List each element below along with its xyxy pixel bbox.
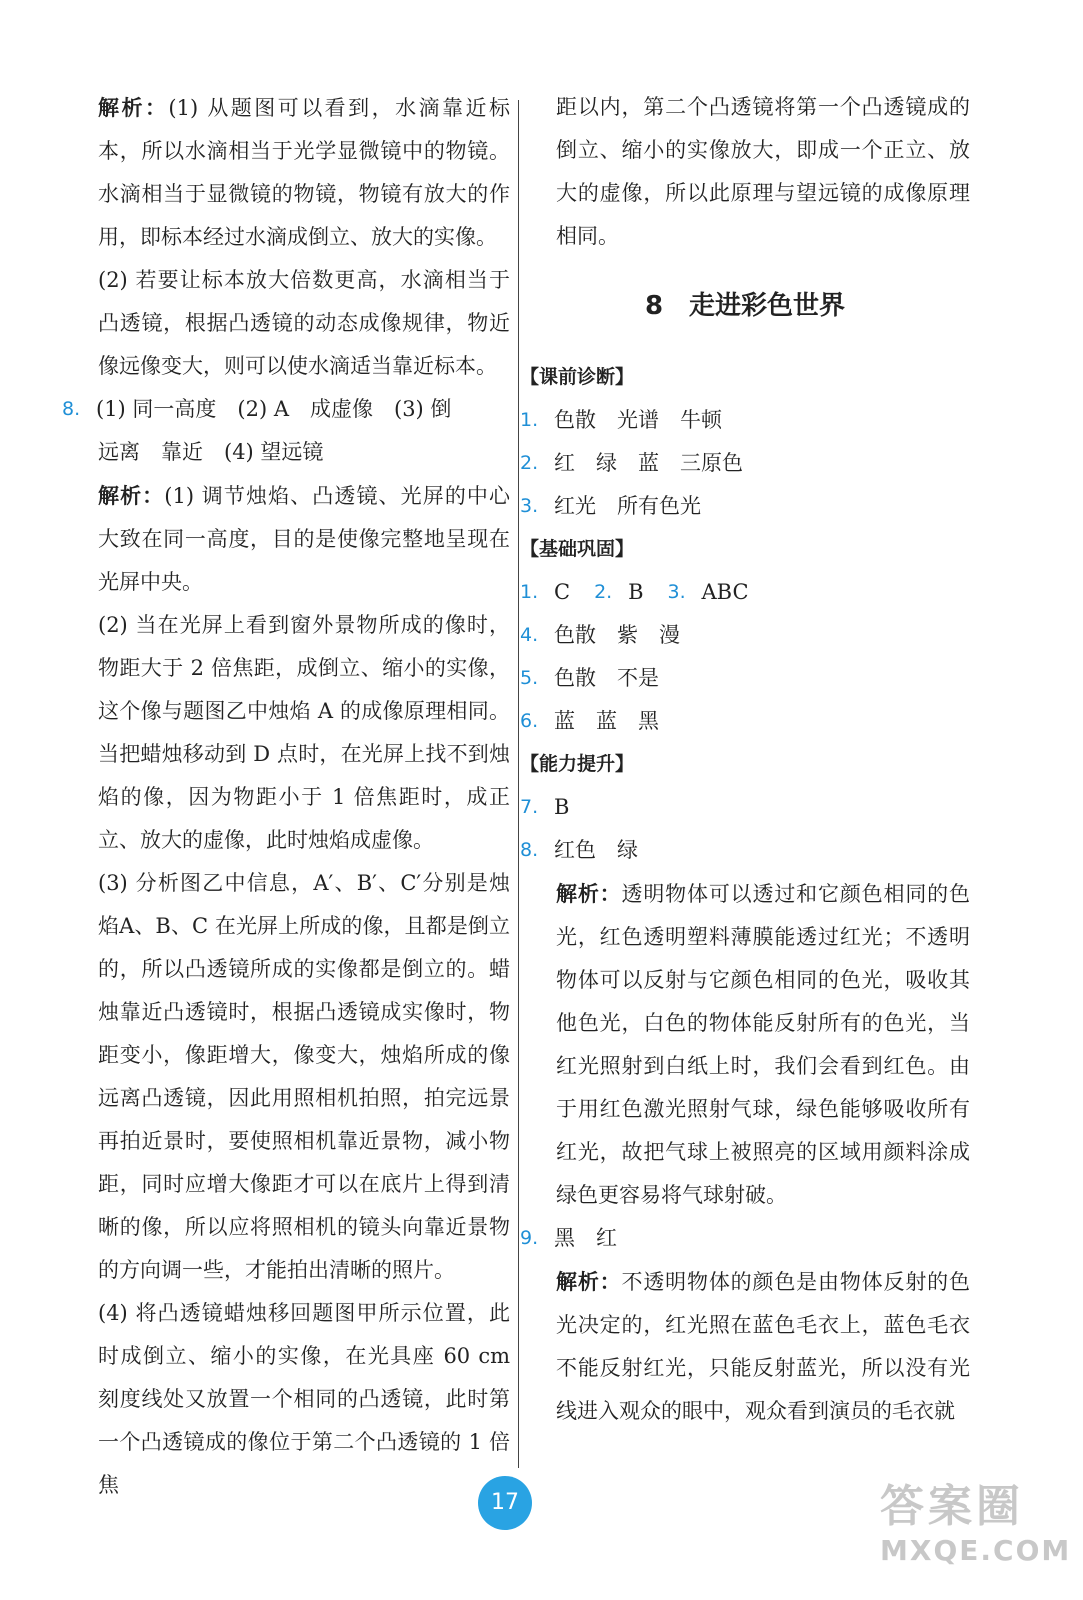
watermark-line-2: MXQE.COM [880, 1534, 1072, 1567]
watermark-logo [880, 1470, 1070, 1590]
answer-row [520, 399, 970, 442]
question-number: 1. [520, 581, 539, 603]
question-number: 1. [520, 409, 539, 431]
question-number: 8. [62, 398, 81, 420]
section-heading-advanced: 【能力提升】 [520, 753, 635, 775]
question-number: 3. [520, 495, 539, 517]
question-number: 7. [520, 796, 539, 818]
page-number-badge: 17 [478, 1476, 532, 1530]
explanation-label: 解析： [98, 483, 165, 508]
section-heading-basic: 【基础巩固】 [520, 538, 635, 560]
answer-text: 红 绿 蓝 三原色 [554, 451, 743, 475]
explanation-2: (2) 若要让标本放大倍数更高，水滴相当于凸透镜，根据凸透镜的动态成像规律，物近像远像变大，则可以使水滴适当靠近标本。 [98, 268, 510, 378]
question-number: 9. [520, 1227, 539, 1249]
answer-row [520, 485, 970, 528]
explanation-label: 解析： [556, 1269, 622, 1294]
answer-text: 色散 光谱 牛顿 [554, 408, 722, 432]
answer-row [520, 571, 970, 614]
question-number: 3. [667, 581, 686, 603]
answer-row [520, 614, 970, 657]
explanation-text: 不透明物体的颜色是由物体反射的色光决定的，红光照在蓝色毛衣上，蓝色毛衣不能反射红光，只能反射蓝光，所以没有光线进入观众的眼中，观众看到演员的毛衣就 [556, 1270, 970, 1423]
answer-row [520, 786, 970, 829]
answer-text: 红光 所有色光 [554, 494, 701, 518]
answer-row [520, 442, 970, 485]
answer-text: B [628, 580, 644, 604]
explanation-1 [62, 86, 510, 259]
answer-row [520, 700, 970, 743]
question-8 [62, 388, 510, 431]
explanation-q8 [520, 872, 970, 1217]
question-number: 6. [520, 710, 539, 732]
explanation-label: 解析： [98, 95, 169, 120]
explanation-label: 解析： [556, 881, 622, 906]
question-number: 5. [520, 667, 539, 689]
answer-row [520, 829, 970, 872]
explanation-text: (1) 从题图可以看到，水滴靠近标本，所以水滴相当于光学显微镜中的物镜。水滴相当于显微镜的物镜，物镜有放大的作用，即标本经过水滴成倒立、放大的实像。 [98, 96, 510, 249]
answer-text: 蓝 蓝 黑 [554, 709, 659, 733]
answer-text: 红色 绿 [554, 838, 638, 862]
column-divider [518, 100, 519, 1468]
continued-explanation: 距以内，第二个凸透镜将第一个凸透镜成的倒立、缩小的实像放大，即成一个正立、放大的虚像，所以此原理与望远镜的成像原理相同。 [556, 95, 970, 248]
explanation-6: (4) 将凸透镜蜡烛移回题图甲所示位置，此时成倒立、缩小的实像，在光具座 60 cm 刻度线处又放置一个相同的凸透镜，此时第一个凸透镜成的像位于第二个凸透镜的 1 倍焦 [98, 1301, 510, 1497]
question-8-answer-line-1: (1) 同一高度 (2) A 成虚像 (3) 倒 [96, 397, 452, 421]
question-number: 8. [520, 839, 539, 861]
section-title: 8 走进彩色世界 [644, 291, 846, 321]
explanation-3 [62, 474, 510, 604]
answer-text: ABC [701, 580, 749, 604]
answer-row [520, 1217, 970, 1260]
watermark-line-1: 答案圈 [880, 1481, 1024, 1532]
answer-text: 黑 红 [554, 1226, 617, 1250]
explanation-text: 透明物体可以透过和它颜色相同的色光，红色透明塑料薄膜能透过红光；不透明物体可以反射与它颜色相同的色光，吸收其他色光，白色的物体能反射所有的色光，当红光照射到白纸上时，我们会看到红色。由于用红色激光照射气球，绿色能够吸收所有红光，故把气球上被照亮的区域用颜料涂成绿色更容易将气球射破。 [556, 882, 970, 1207]
question-number: 2. [594, 581, 613, 603]
answer-row [520, 657, 970, 700]
explanation-4: (2) 当在光屏上看到窗外景物所成的像时，物距大于 2 倍焦距，成倒立、缩小的实像，这个像与题图乙中烛焰 A 的成像原理相同。当把蜡烛移动到 D 点时，在光屏上找不到烛焰的像，因为物距小于 1 倍焦距时，成正立、放大的虚像，此时烛焰成虚像。 [98, 613, 510, 852]
answer-text: C [554, 580, 571, 604]
question-8-answer-line-2: 远离 靠近 (4) 望远镜 [98, 440, 324, 464]
answer-text: 色散 紫 漫 [554, 623, 680, 647]
question-number: 2. [520, 452, 539, 474]
left-column [62, 86, 510, 1507]
section-heading-pre-class: 【课前诊断】 [520, 366, 635, 388]
right-column [520, 86, 970, 1433]
explanation-text: (1) 调节烛焰、凸透镜、光屏的中心大致在同一高度，目的是使像完整地呈现在光屏中央。 [98, 484, 511, 594]
answer-text: B [554, 795, 570, 819]
question-number: 4. [520, 624, 539, 646]
answer-text: 色散 不是 [554, 666, 659, 690]
explanation-5: (3) 分析图乙中信息，A′、B′、C′分别是烛焰A、B、C 在光屏上所成的像，且都是倒立的，所以凸透镜所成的实像都是倒立的。蜡烛靠近凸透镜时，根据凸透镜成实像时，物距变小，像距增大，像变大，烛焰所成的像远离凸透镜，因此用照相机拍照，拍完远景再拍近景时，要使照相机靠近景物，减小物距，同时应增大像距才可以在底片上得到清晰的像，所以应将照相机的镜头向靠近景物的方向调一些，才能拍出清晰的照片。 [98, 871, 510, 1282]
explanation-q9 [520, 1260, 970, 1433]
